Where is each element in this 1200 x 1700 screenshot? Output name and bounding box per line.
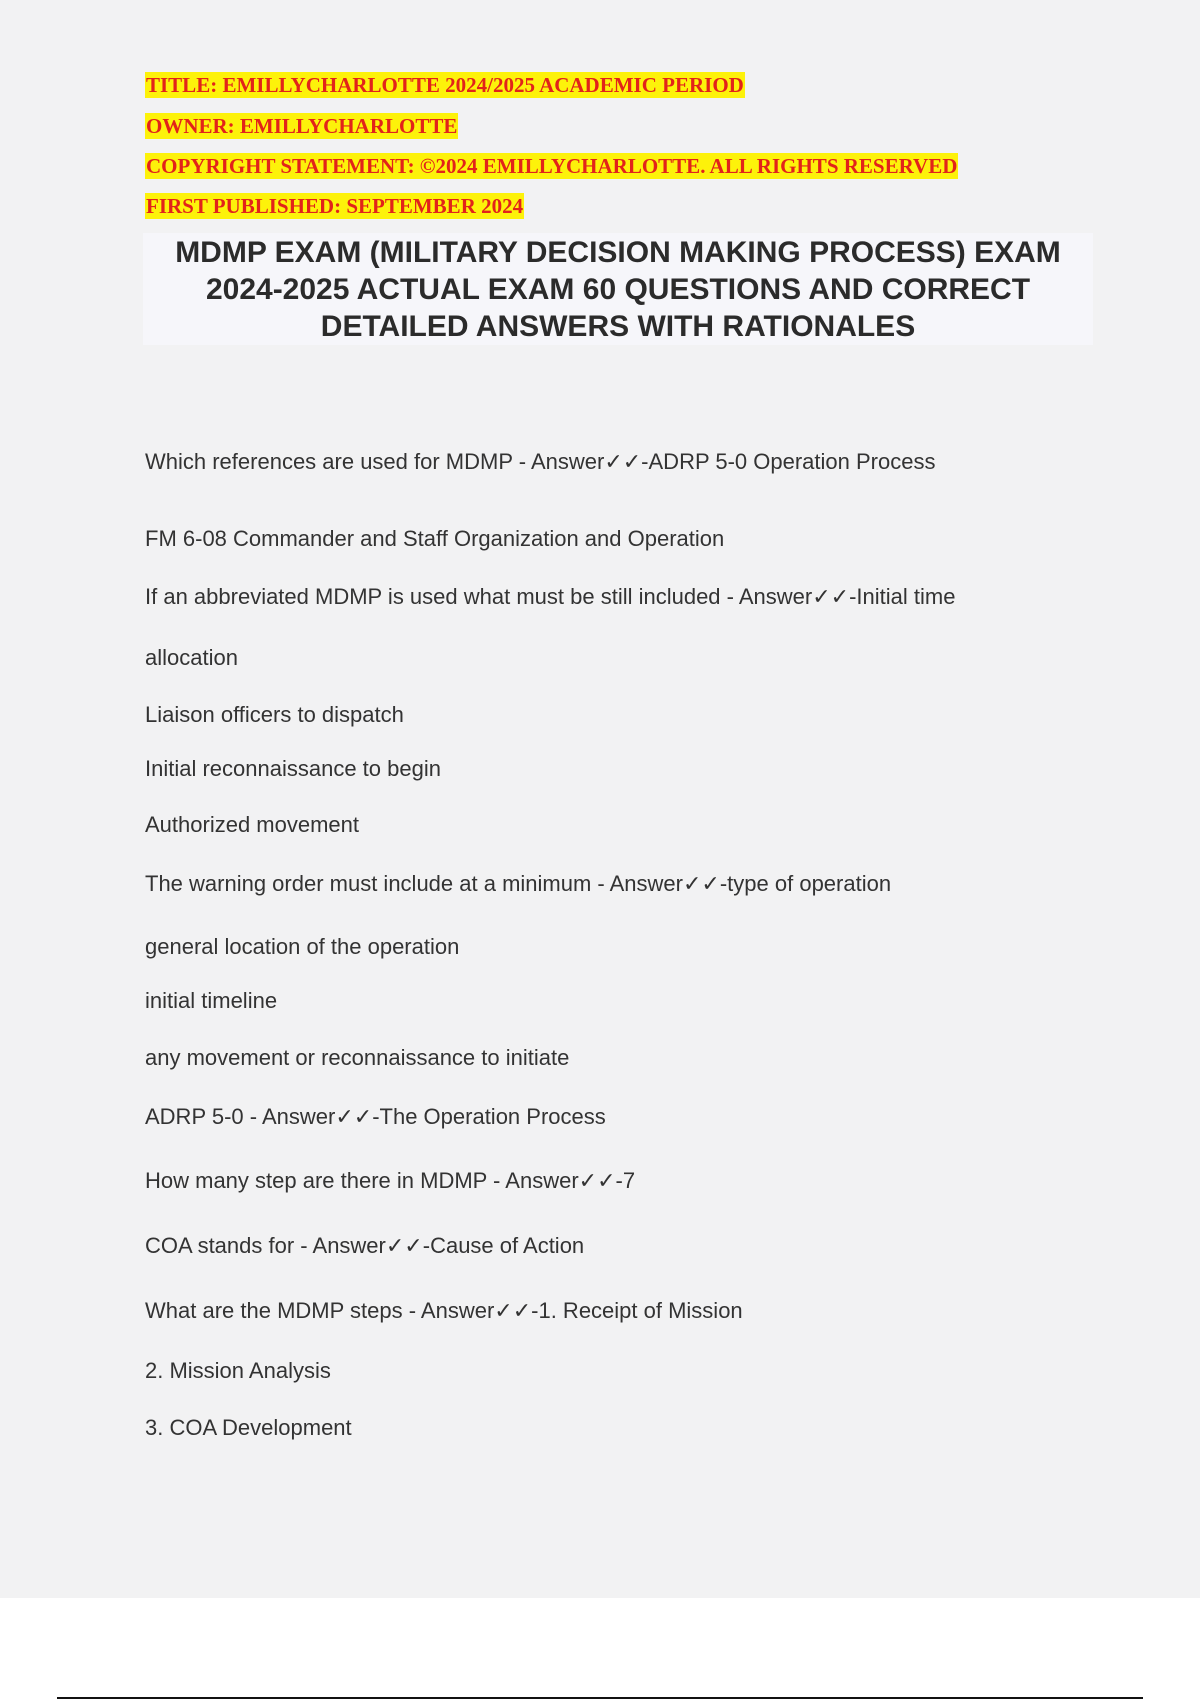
qa-line: Liaison officers to dispatch [145,702,404,727]
qa-line: any movement or reconnaissance to initiate [145,1045,570,1070]
qa-line: 3. COA Development [145,1415,352,1440]
document-title-box [143,233,1093,345]
qa-line: 2. Mission Analysis [145,1358,331,1383]
qa-line: If an abbreviated MDMP is used what must be still included - Answer✓✓-Initial time [145,584,956,609]
qa-line: allocation [145,645,238,670]
qa-line: How many step are there in MDMP - Answer✓✓-7 [145,1168,636,1193]
footer-rule [57,1697,1143,1699]
meta-title-line: TITLE: EMILLYCHARLOTTE 2024/2025 ACADEMIC PERIOD [146,73,744,97]
meta-published-line: FIRST PUBLISHED: SEPTEMBER 2024 [146,194,524,218]
qa-line: Initial reconnaissance to begin [145,756,441,781]
meta-copyright-line: COPYRIGHT STATEMENT: ©2024 EMILLYCHARLOTTE. ALL RIGHTS RESERVED [146,154,958,178]
qa-line: The warning order must include at a minimum - Answer✓✓-type of operation [145,871,892,896]
qa-line: What are the MDMP steps - Answer✓✓-1. Receipt of Mission [145,1298,743,1323]
qa-line: Which references are used for MDMP - Answer✓✓-ADRP 5-0 Operation Process [145,449,936,474]
document-title: MDMP EXAM (MILITARY DECISION MAKING PROCESS) EXAM 2024-2025 ACTUAL EXAM 60 QUESTIONS AND CORRECT DETAILED ANSWERS WITH RATIONALES [175,235,1061,343]
meta-owner-line: OWNER: EMILLYCHARLOTTE [146,114,458,138]
qa-line: general location of the operation [145,934,460,959]
qa-line: Authorized movement [145,812,359,837]
qa-line: FM 6-08 Commander and Staff Organization and Operation [145,526,725,551]
qa-line: initial timeline [145,988,278,1013]
qa-line: ADRP 5-0 - Answer✓✓-The Operation Process [145,1104,606,1129]
qa-line: COA stands for - Answer✓✓-Cause of Action [145,1233,585,1258]
